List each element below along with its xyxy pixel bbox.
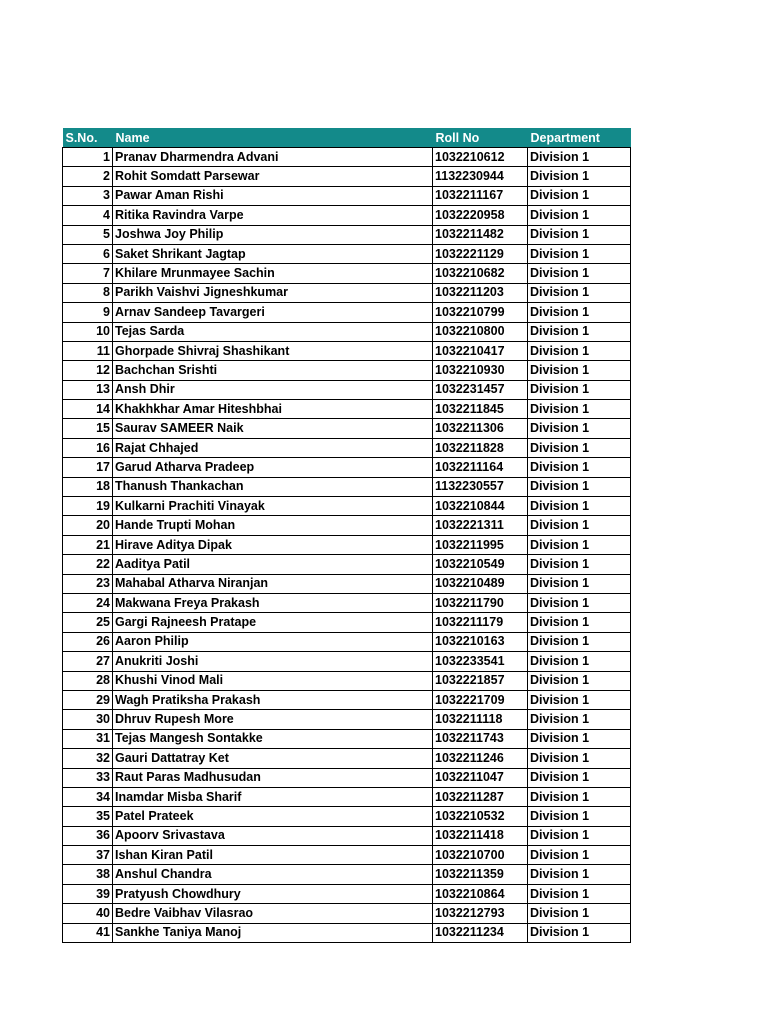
- sno-cell: 9: [63, 303, 113, 322]
- table-row: [63, 419, 631, 438]
- sno-cell: 29: [63, 690, 113, 709]
- table-row: [63, 555, 631, 574]
- roll-no-cell: 1032211306: [433, 419, 528, 438]
- roll-no-cell: 1032210549: [433, 555, 528, 574]
- name-cell: Makwana Freya Prakash: [113, 593, 433, 612]
- name-cell: Apoorv Srivastava: [113, 826, 433, 845]
- name-cell: Rajat Chhajed: [113, 438, 433, 457]
- department-cell: Division 1: [528, 923, 631, 942]
- name-cell: Anukriti Joshi: [113, 652, 433, 671]
- department-cell: Division 1: [528, 477, 631, 496]
- header-sno: S.No.: [63, 128, 113, 148]
- roll-no-cell: 1032211359: [433, 865, 528, 884]
- name-cell: Mahabal Atharva Niranjan: [113, 574, 433, 593]
- sno-cell: 36: [63, 826, 113, 845]
- roll-no-cell: 1032231457: [433, 380, 528, 399]
- roll-no-cell: 1032211246: [433, 749, 528, 768]
- name-cell: Sankhe Taniya Manoj: [113, 923, 433, 942]
- department-cell: Division 1: [528, 535, 631, 554]
- sno-cell: 27: [63, 652, 113, 671]
- sno-cell: 37: [63, 846, 113, 865]
- department-cell: Division 1: [528, 710, 631, 729]
- department-cell: Division 1: [528, 322, 631, 341]
- sno-cell: 20: [63, 516, 113, 535]
- sno-cell: 23: [63, 574, 113, 593]
- name-cell: Ghorpade Shivraj Shashikant: [113, 341, 433, 360]
- roll-no-cell: 1032221129: [433, 244, 528, 263]
- name-cell: Ishan Kiran Patil: [113, 846, 433, 865]
- table-row: [63, 186, 631, 205]
- sno-cell: 35: [63, 807, 113, 826]
- roll-no-cell: 1032211234: [433, 923, 528, 942]
- name-cell: Parikh Vaishvi Jigneshkumar: [113, 283, 433, 302]
- sno-cell: 39: [63, 884, 113, 903]
- table-row: [63, 904, 631, 923]
- department-cell: Division 1: [528, 225, 631, 244]
- roll-no-cell: 1032210800: [433, 322, 528, 341]
- sno-cell: 10: [63, 322, 113, 341]
- table-row: [63, 206, 631, 225]
- roll-no-cell: 1032220958: [433, 206, 528, 225]
- sno-cell: 16: [63, 438, 113, 457]
- department-cell: Division 1: [528, 768, 631, 787]
- roll-no-cell: 1032211995: [433, 535, 528, 554]
- department-cell: Division 1: [528, 807, 631, 826]
- roll-no-cell: 1032233541: [433, 652, 528, 671]
- department-cell: Division 1: [528, 361, 631, 380]
- sno-cell: 28: [63, 671, 113, 690]
- name-cell: Joshwa Joy Philip: [113, 225, 433, 244]
- table-row: [63, 923, 631, 942]
- name-cell: Dhruv Rupesh More: [113, 710, 433, 729]
- roll-no-cell: 1032211790: [433, 593, 528, 612]
- sno-cell: 13: [63, 380, 113, 399]
- roll-no-cell: 1032221311: [433, 516, 528, 535]
- sno-cell: 34: [63, 787, 113, 806]
- roll-no-cell: 1032210930: [433, 361, 528, 380]
- sno-cell: 3: [63, 186, 113, 205]
- department-cell: Division 1: [528, 652, 631, 671]
- table-row: [63, 865, 631, 884]
- name-cell: Khilare Mrunmayee Sachin: [113, 264, 433, 283]
- table-row: [63, 283, 631, 302]
- sno-cell: 11: [63, 341, 113, 360]
- department-cell: Division 1: [528, 865, 631, 884]
- table-row: [63, 303, 631, 322]
- roll-no-cell: 1032210844: [433, 497, 528, 516]
- sno-cell: 6: [63, 244, 113, 263]
- table-row: [63, 341, 631, 360]
- name-cell: Saket Shrikant Jagtap: [113, 244, 433, 263]
- sno-cell: 22: [63, 555, 113, 574]
- sno-cell: 32: [63, 749, 113, 768]
- department-cell: Division 1: [528, 904, 631, 923]
- department-cell: Division 1: [528, 167, 631, 186]
- department-cell: Division 1: [528, 148, 631, 167]
- table-row: [63, 787, 631, 806]
- department-cell: Division 1: [528, 244, 631, 263]
- table-row: [63, 768, 631, 787]
- table-row: [63, 516, 631, 535]
- department-cell: Division 1: [528, 264, 631, 283]
- roll-no-cell: 1032211287: [433, 787, 528, 806]
- name-cell: Khushi Vinod Mali: [113, 671, 433, 690]
- roll-no-cell: 1032221709: [433, 690, 528, 709]
- sno-cell: 18: [63, 477, 113, 496]
- roll-no-cell: 1032210700: [433, 846, 528, 865]
- name-cell: Pranav Dharmendra Advani: [113, 148, 433, 167]
- department-cell: Division 1: [528, 283, 631, 302]
- department-cell: Division 1: [528, 303, 631, 322]
- name-cell: Bedre Vaibhav Vilasrao: [113, 904, 433, 923]
- department-cell: Division 1: [528, 497, 631, 516]
- table-row: [63, 613, 631, 632]
- department-cell: Division 1: [528, 574, 631, 593]
- sno-cell: 41: [63, 923, 113, 942]
- roll-no-cell: 1032211845: [433, 400, 528, 419]
- department-cell: Division 1: [528, 613, 631, 632]
- name-cell: Aaditya Patil: [113, 555, 433, 574]
- department-cell: Division 1: [528, 593, 631, 612]
- table-row: [63, 380, 631, 399]
- table-row: [63, 361, 631, 380]
- name-cell: Ritika Ravindra Varpe: [113, 206, 433, 225]
- table-row: [63, 884, 631, 903]
- sno-cell: 7: [63, 264, 113, 283]
- table-row: [63, 438, 631, 457]
- table-row: [63, 497, 631, 516]
- table-row: [63, 690, 631, 709]
- roll-no-cell: 1032211203: [433, 283, 528, 302]
- name-cell: Bachchan Srishti: [113, 361, 433, 380]
- header-roll-no: Roll No: [433, 128, 528, 148]
- roll-no-cell: 1032221857: [433, 671, 528, 690]
- roll-no-cell: 1032210489: [433, 574, 528, 593]
- sno-cell: 30: [63, 710, 113, 729]
- roll-no-cell: 1032210612: [433, 148, 528, 167]
- table-row: [63, 807, 631, 826]
- table-row: [63, 148, 631, 167]
- roll-no-cell: 1132230557: [433, 477, 528, 496]
- name-cell: Saurav SAMEER Naik: [113, 419, 433, 438]
- name-cell: Inamdar Misba Sharif: [113, 787, 433, 806]
- roll-no-cell: 1032211828: [433, 438, 528, 457]
- sno-cell: 38: [63, 865, 113, 884]
- table-row: [63, 322, 631, 341]
- table-row: [63, 477, 631, 496]
- table-row: [63, 574, 631, 593]
- roll-no-cell: 1032210799: [433, 303, 528, 322]
- table-row: [63, 400, 631, 419]
- table-row: [63, 671, 631, 690]
- department-cell: Division 1: [528, 341, 631, 360]
- table-row: [63, 167, 631, 186]
- department-cell: Division 1: [528, 846, 631, 865]
- department-cell: Division 1: [528, 826, 631, 845]
- roll-no-cell: 1032211047: [433, 768, 528, 787]
- department-cell: Division 1: [528, 380, 631, 399]
- sno-cell: 4: [63, 206, 113, 225]
- roll-no-cell: 1032210682: [433, 264, 528, 283]
- table-row: [63, 729, 631, 748]
- table-row: [63, 264, 631, 283]
- name-cell: Aaron Philip: [113, 632, 433, 651]
- sno-cell: 26: [63, 632, 113, 651]
- table-row: [63, 244, 631, 263]
- department-cell: Division 1: [528, 555, 631, 574]
- header-name: Name: [113, 128, 433, 148]
- roll-no-cell: 1032210163: [433, 632, 528, 651]
- table-row: [63, 225, 631, 244]
- department-cell: Division 1: [528, 671, 631, 690]
- sno-cell: 19: [63, 497, 113, 516]
- department-cell: Division 1: [528, 690, 631, 709]
- table-row: [63, 826, 631, 845]
- roll-no-cell: 1032211164: [433, 458, 528, 477]
- department-cell: Division 1: [528, 206, 631, 225]
- header-row: [63, 128, 631, 148]
- sno-cell: 25: [63, 613, 113, 632]
- name-cell: Kulkarni Prachiti Vinayak: [113, 497, 433, 516]
- sno-cell: 33: [63, 768, 113, 787]
- name-cell: Thanush Thankachan: [113, 477, 433, 496]
- sno-cell: 31: [63, 729, 113, 748]
- department-cell: Division 1: [528, 884, 631, 903]
- name-cell: Raut Paras Madhusudan: [113, 768, 433, 787]
- sno-cell: 24: [63, 593, 113, 612]
- table-row: [63, 846, 631, 865]
- name-cell: Pratyush Chowdhury: [113, 884, 433, 903]
- name-cell: Tejas Sarda: [113, 322, 433, 341]
- table-row: [63, 652, 631, 671]
- name-cell: Khakhkhar Amar Hiteshbhai: [113, 400, 433, 419]
- name-cell: Gargi Rajneesh Pratape: [113, 613, 433, 632]
- department-cell: Division 1: [528, 729, 631, 748]
- roll-no-cell: 1032211179: [433, 613, 528, 632]
- header-department: Department: [528, 128, 631, 148]
- name-cell: Tejas Mangesh Sontakke: [113, 729, 433, 748]
- roll-no-cell: 1032210864: [433, 884, 528, 903]
- department-cell: Division 1: [528, 516, 631, 535]
- sno-cell: 40: [63, 904, 113, 923]
- name-cell: Gauri Dattatray Ket: [113, 749, 433, 768]
- table-row: [63, 458, 631, 477]
- name-cell: Garud Atharva Pradeep: [113, 458, 433, 477]
- name-cell: Anshul Chandra: [113, 865, 433, 884]
- sno-cell: 2: [63, 167, 113, 186]
- table-row: [63, 710, 631, 729]
- table-row: [63, 593, 631, 612]
- student-table: [62, 128, 631, 943]
- table-row: [63, 535, 631, 554]
- sno-cell: 12: [63, 361, 113, 380]
- sno-cell: 5: [63, 225, 113, 244]
- roll-no-cell: 1032211743: [433, 729, 528, 748]
- name-cell: Patel Prateek: [113, 807, 433, 826]
- department-cell: Division 1: [528, 186, 631, 205]
- roll-no-cell: 1032212793: [433, 904, 528, 923]
- department-cell: Division 1: [528, 632, 631, 651]
- roll-no-cell: 1032210532: [433, 807, 528, 826]
- name-cell: Hande Trupti Mohan: [113, 516, 433, 535]
- sno-cell: 14: [63, 400, 113, 419]
- sno-cell: 17: [63, 458, 113, 477]
- name-cell: Ansh Dhir: [113, 380, 433, 399]
- sno-cell: 21: [63, 535, 113, 554]
- table-row: [63, 632, 631, 651]
- name-cell: Rohit Somdatt Parsewar: [113, 167, 433, 186]
- department-cell: Division 1: [528, 458, 631, 477]
- name-cell: Wagh Pratiksha Prakash: [113, 690, 433, 709]
- sno-cell: 15: [63, 419, 113, 438]
- table-row: [63, 749, 631, 768]
- roll-no-cell: 1032210417: [433, 341, 528, 360]
- department-cell: Division 1: [528, 419, 631, 438]
- department-cell: Division 1: [528, 400, 631, 419]
- name-cell: Arnav Sandeep Tavargeri: [113, 303, 433, 322]
- sno-cell: 8: [63, 283, 113, 302]
- department-cell: Division 1: [528, 749, 631, 768]
- sno-cell: 1: [63, 148, 113, 167]
- name-cell: Hirave Aditya Dipak: [113, 535, 433, 554]
- roll-no-cell: 1032211482: [433, 225, 528, 244]
- department-cell: Division 1: [528, 438, 631, 457]
- name-cell: Pawar Aman Rishi: [113, 186, 433, 205]
- roll-no-cell: 1032211118: [433, 710, 528, 729]
- department-cell: Division 1: [528, 787, 631, 806]
- roll-no-cell: 1132230944: [433, 167, 528, 186]
- roll-no-cell: 1032211167: [433, 186, 528, 205]
- roll-no-cell: 1032211418: [433, 826, 528, 845]
